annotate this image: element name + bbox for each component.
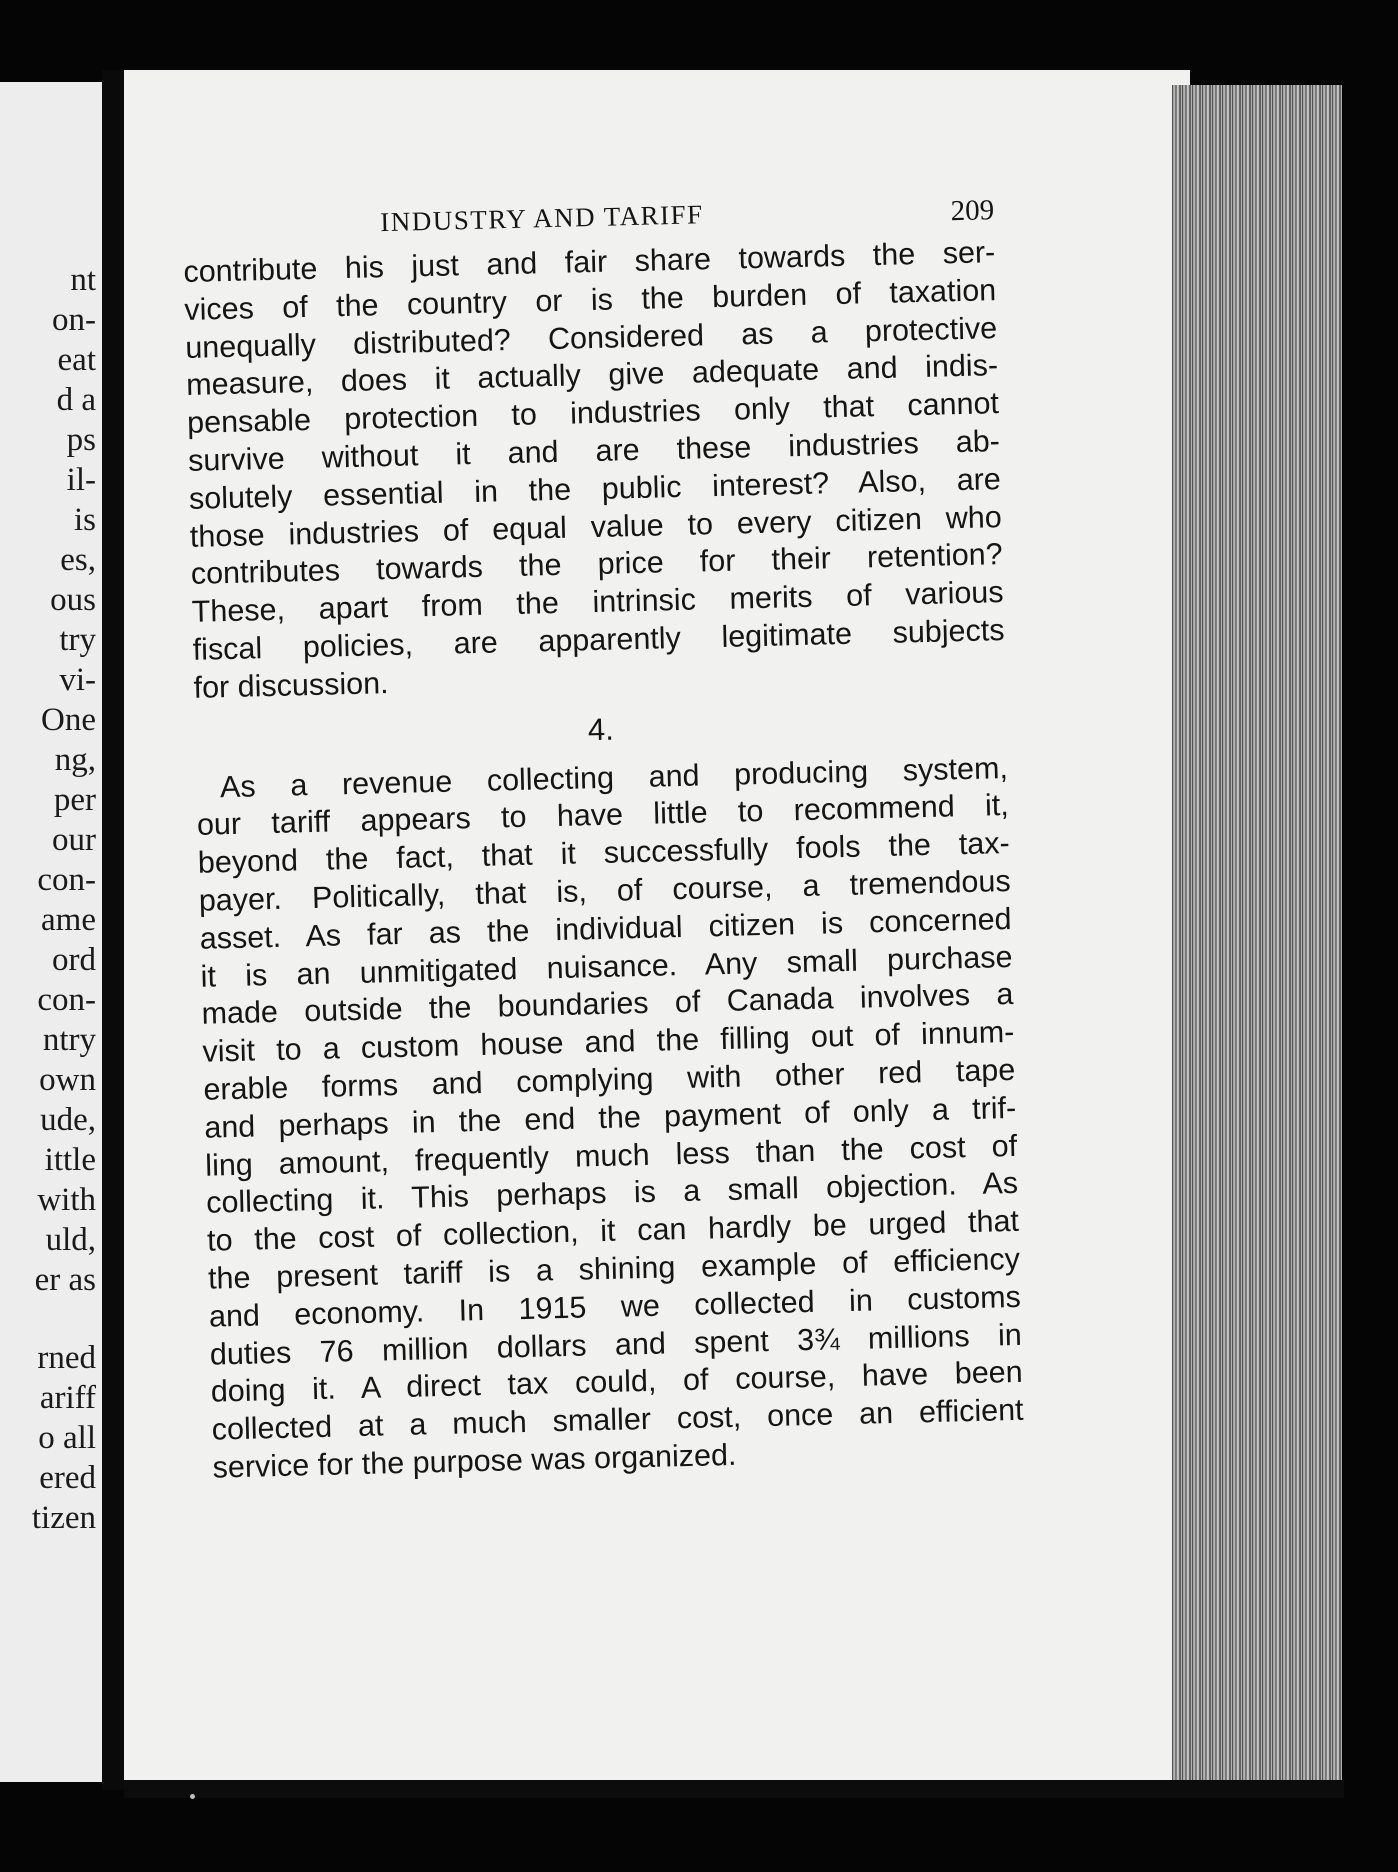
left-line-fragment: d a [56, 382, 96, 418]
text-line: for discussion. [193, 665, 389, 705]
left-line-fragment: ous [50, 582, 96, 618]
text-line: to the cost of collection, it can hardly be urged that [206, 1203, 1020, 1258]
text-line: collected at a much smaller cost, once an efficient [211, 1392, 1024, 1447]
left-line-fragment: ord [52, 942, 96, 978]
text-line: the present tariff is a shining example of efficiency [207, 1241, 1021, 1296]
text-line: beyond the fact, that it successfully fools the tax- [197, 826, 1011, 880]
text-line: service for the purpose was organized. [212, 1437, 737, 1485]
page-bottom-edge [124, 1780, 1344, 1798]
left-line-fragment: per [53, 782, 96, 818]
left-line-fragment: ude, [40, 1102, 96, 1138]
text-line: and perhaps in the end the payment of only a trif- [203, 1090, 1017, 1145]
page-content [182, 192, 1025, 1487]
text-line: doing it. A direct tax could, of course, have been [210, 1355, 1024, 1409]
left-line-fragment: ered [39, 1460, 96, 1496]
left-line-fragment: rned [37, 1340, 96, 1376]
text-line: These, apart from the intrinsic merits of various [191, 575, 1004, 630]
text-line: it is an unmitigated nuisance. Any small purchase [200, 939, 1013, 994]
text-line: ling amount, frequently much less than the cost of [204, 1128, 1018, 1183]
text-line: asset. As far as the individual citizen is concerned [199, 901, 1012, 956]
left-line-fragment: ps [66, 422, 96, 458]
text-line: measure, does it actually give adequate and indis- [185, 348, 999, 403]
text-line: contribute his just and fair share towards the ser- [183, 235, 996, 289]
left-line-fragment: ng, [54, 742, 96, 778]
left-line-fragment: o all [38, 1420, 96, 1456]
left-line-fragment: con- [37, 862, 96, 898]
left-line-fragment: our [52, 822, 96, 858]
left-line-fragment: ntry [42, 1022, 96, 1058]
left-line-fragment: vi- [59, 662, 96, 698]
page-number: 209 [950, 194, 995, 228]
left-line-fragment: il- [66, 462, 96, 498]
text-line: duties 76 million dollars and spent 3¾ millions in [209, 1317, 1023, 1372]
paragraph-1 [183, 234, 1006, 707]
book-gutter [102, 70, 124, 1790]
left-line-fragment [32, 1300, 96, 1338]
text-line: payer. Politically, that is, of course, a tremendous [198, 863, 1012, 918]
left-line-fragment: eat [57, 342, 96, 378]
text-line: pensable protection to industries only that cannot [186, 386, 1000, 441]
text-line: vices of the country or is the burden of taxation [183, 272, 997, 327]
left-line-fragment: ittle [44, 1142, 96, 1178]
section-number: 4. [587, 711, 615, 747]
left-line-fragment: uld, [45, 1222, 96, 1258]
text-line: As a revenue collecting and producing system, [219, 750, 1009, 804]
left-line-fragment: own [39, 1062, 96, 1098]
left-line-fragment: with [37, 1182, 96, 1218]
text-line: visit to a custom house and the filling out of innum- [202, 1015, 1015, 1069]
text-line: and economy. In 1915 we collected in customs [208, 1279, 1022, 1334]
left-line-fragment: nt [70, 262, 96, 298]
text-line: made outside the boundaries of Canada involves a [201, 977, 1014, 1032]
text-line: unequally distributed? Considered as a protective [184, 310, 998, 365]
text-line: contributes towards the price for their retention? [190, 537, 1004, 592]
text-line: survive without it and are these industries ab- [187, 424, 1001, 478]
text-line: collecting it. This perhaps is a small objection. As [205, 1166, 1019, 1221]
left-line-fragment: tizen [31, 1500, 96, 1536]
left-page-text-fragments [32, 260, 96, 1538]
speck [190, 1794, 195, 1799]
left-line-fragment: er as [34, 1262, 96, 1298]
text-line: solutely essential in the public interest? Also, are [188, 461, 1002, 516]
page-stack-edge [1172, 85, 1342, 1790]
left-line-fragment: try [59, 622, 96, 658]
running-head: INDUSTRY AND TARIFF [379, 199, 704, 238]
left-line-fragment: is [73, 502, 96, 538]
left-line-fragment: ariff [39, 1380, 96, 1416]
left-line-fragment: es, [60, 542, 96, 578]
text-line: our tariff appears to have little to recommend it, [196, 788, 1010, 843]
left-line-fragment: con- [37, 982, 96, 1018]
left-line-fragment: on- [52, 302, 96, 338]
left-line-fragment: One [41, 702, 96, 738]
left-line-fragment: ame [41, 902, 96, 938]
left-facing-page [0, 82, 102, 1782]
paragraph-2 [196, 750, 1025, 1488]
text-line: those industries of equal value to every citizen who [189, 499, 1003, 554]
text-line: erable forms and complying with other red tape [203, 1052, 1016, 1107]
text-line: fiscal policies, are apparently legitimate subjects [192, 613, 1005, 667]
